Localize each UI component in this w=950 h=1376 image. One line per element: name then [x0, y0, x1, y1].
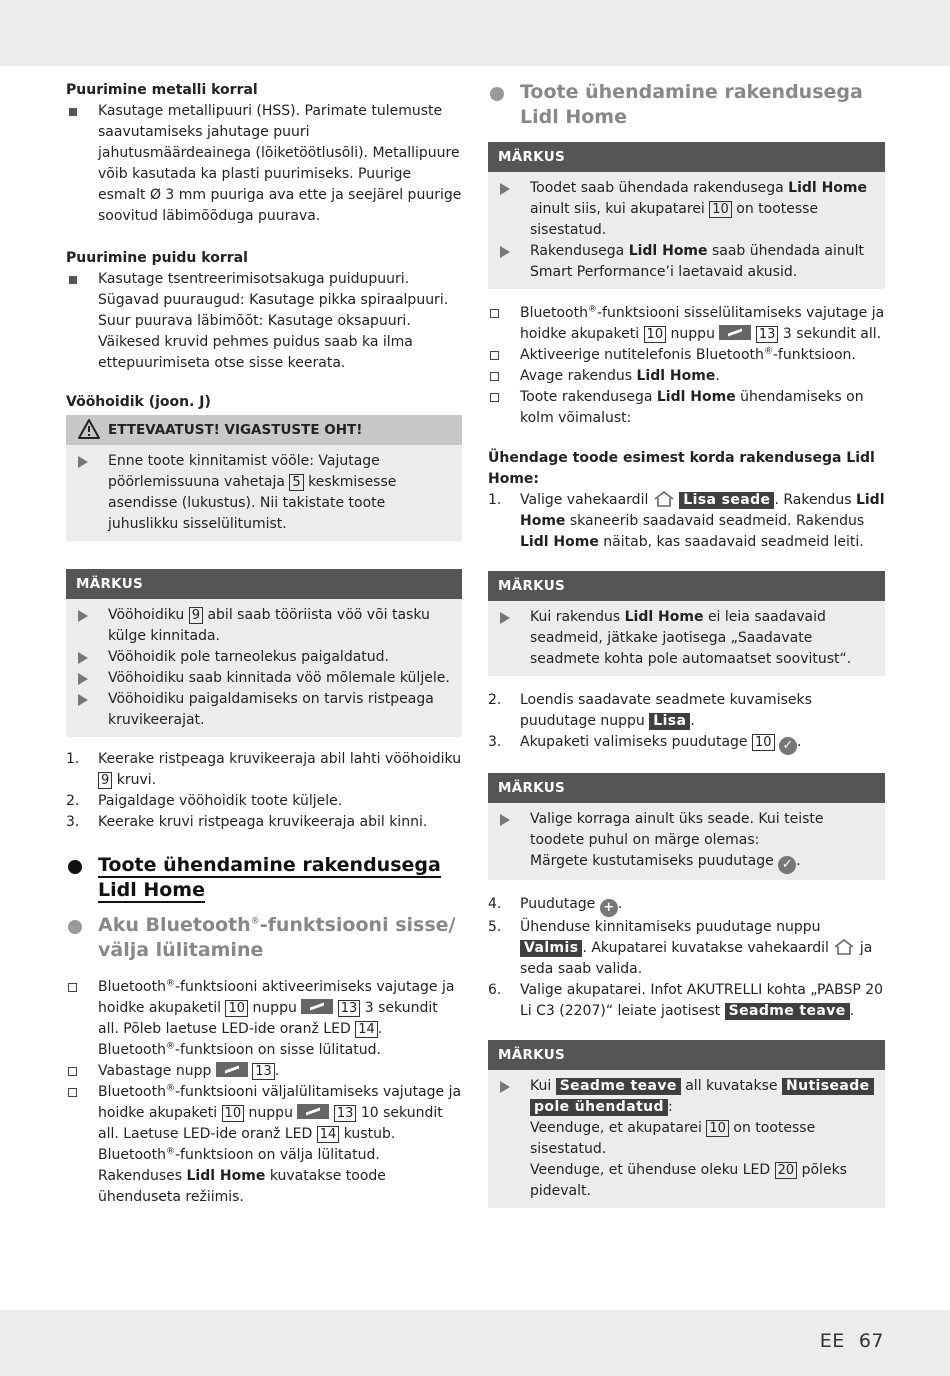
- text: Kui: [530, 1078, 552, 1094]
- ui-label-tag: Valmis: [520, 940, 582, 957]
- text: .: [690, 713, 695, 729]
- note-item: [488, 1076, 875, 1202]
- metal-text: Kasutage metallipuuri (HSS). Parimate tulemuste saavutamiseks jahutage puuri jahutusmäärdeainega (lõiketöötlusõli). Metallipuure võib kasutada ka plasti puurimiseks. Puurige esmalt Ø 3 mm puuriga ava ette ja seejärel puurige soovitud läbimõõduga puurava.: [66, 101, 462, 227]
- part-ref: 13: [756, 326, 779, 343]
- page-footer: [806, 1331, 884, 1352]
- text: .: [715, 368, 720, 384]
- text: põleks pidevalt.: [530, 1162, 847, 1199]
- sup: ®: [165, 1146, 175, 1157]
- text: . Bluetooth: [98, 1021, 383, 1058]
- note-item: [66, 605, 452, 647]
- text: Bluetooth: [98, 979, 166, 995]
- sup: ®: [587, 304, 597, 315]
- bullet-dot: [490, 87, 504, 101]
- text: all kuvatakse: [685, 1078, 778, 1094]
- bluetooth-button-icon: [301, 999, 333, 1014]
- text: .: [274, 1063, 280, 1079]
- section-title: Toote ühendamine rakendusega Lidl Home: [520, 81, 863, 128]
- step: [66, 812, 462, 833]
- text: Aku Bluetooth: [98, 914, 251, 936]
- note-item: [488, 178, 875, 241]
- bluetooth-button-icon: [719, 325, 751, 340]
- left-column: [66, 80, 462, 1208]
- ui-label-tag: Seadme teave: [725, 1003, 850, 1020]
- text: kustub. Bluetooth: [98, 1126, 396, 1163]
- instruction-item: [488, 345, 885, 366]
- note-item: Vööhoidik pole tarneolekus paigaldatud.: [66, 647, 452, 668]
- part-ref: 20: [775, 1162, 798, 1179]
- text: -funktsioon on sisse lülitatud.: [174, 1042, 381, 1058]
- text: -funktsiooni aktiveerimiseks vajutage ja hoidke akupaketil: [98, 979, 455, 1016]
- text: Paigaldage vööhoidik toote küljele.: [98, 793, 343, 809]
- part-ref: 10: [709, 201, 732, 218]
- text: Avage rakendus: [520, 368, 633, 384]
- ui-label-tag: Lisa: [649, 713, 690, 730]
- text: Kui rakendus: [530, 609, 621, 625]
- text: ja seda saab valida.: [520, 940, 873, 977]
- text: kuvatakse toode ühenduseta režiimis.: [98, 1168, 386, 1205]
- text: Vabastage nupp: [98, 1063, 212, 1079]
- text: ainult siis, kui akupatarei: [530, 201, 705, 217]
- text: Veenduge, et akupatarei: [530, 1120, 702, 1136]
- metal-heading: Puurimine metalli korral: [66, 82, 258, 98]
- ui-label-tag: pole ühendatud: [530, 1099, 668, 1116]
- step: [488, 690, 885, 732]
- wood-line: Väikesed kruvid pehmes puidus saab ka ilma ettepuurimiseta otse sisse keerata.: [98, 334, 413, 371]
- text: :: [667, 1099, 673, 1115]
- note-item: Vööhoidiku saab kinnitada vöö mõlemale küljele.: [66, 668, 452, 689]
- part-ref: 14: [355, 1021, 378, 1038]
- part-ref: 13: [334, 1105, 357, 1122]
- part-ref: 10: [706, 1120, 729, 1137]
- text: nuppu: [248, 1105, 293, 1121]
- home-tab-icon: [833, 938, 855, 956]
- part-ref: 10: [644, 326, 667, 343]
- text: Valige vahekaardil: [520, 492, 649, 508]
- warning-text: [66, 451, 452, 535]
- app-name: Lidl Home: [520, 534, 599, 550]
- language-code: EE: [819, 1330, 845, 1352]
- text: Märgete kustutamiseks puudutage: [530, 853, 774, 869]
- app-name: Lidl Home: [636, 368, 716, 384]
- text: Valige korraga ainult üks seade. Kui teiste toodete puhul on märge olemas:: [530, 811, 824, 848]
- text: Bluetooth: [520, 305, 588, 321]
- text: abil saab tööriista vöö või tasku külge kinnitada.: [108, 607, 430, 644]
- text: -funktsioon.: [772, 347, 856, 363]
- text: Akupatarei kuvatakse vahekaardil: [591, 940, 829, 956]
- text: Toote rakendusega: [520, 389, 653, 405]
- note-item: Vööhoidiku paigaldamiseks on tarvis ristpeaga kruvikeerajat.: [66, 689, 452, 731]
- note-header: MÄRKUS: [488, 1040, 885, 1070]
- step-number: 1.: [488, 492, 502, 508]
- text: kruvi.: [116, 772, 157, 788]
- part-ref: 9: [98, 772, 112, 789]
- text: skaneerib saadavaid seadmeid. Rakendus: [569, 513, 865, 529]
- step: [488, 490, 885, 553]
- step-number: 5.: [488, 919, 502, 935]
- note-header: MÄRKUS: [488, 142, 885, 172]
- wood-heading: Puurimine puidu korral: [66, 250, 248, 266]
- sup: ®: [165, 1041, 175, 1052]
- text: .: [797, 734, 802, 750]
- text: Akupaketi valimiseks puudutage: [520, 734, 748, 750]
- note-box: [488, 773, 885, 880]
- wood-line: Suur puurava läbimõõt: Kasutage oksapuuri.: [98, 313, 411, 329]
- text: Rakendusega: [530, 243, 625, 259]
- text: ühendamiseks on kolm võimalust:: [520, 389, 864, 426]
- text: Veenduge, et ühenduse oleku LED: [530, 1162, 771, 1178]
- text: Valige akupatarei. Infot AKUTRELLI kohta „PABSP 20 Li C3 (2207)“ leiate jaotisest: [520, 982, 884, 1019]
- wood-line: Kasutage tsentreerimisotsakuga puidupuuri.: [98, 271, 410, 287]
- app-name: Lidl Home: [186, 1168, 266, 1184]
- sup: ®: [165, 1083, 175, 1094]
- part-ref: 10: [752, 734, 775, 751]
- note-header: MÄRKUS: [488, 571, 885, 601]
- text: .: [849, 1003, 855, 1019]
- step-number: 3.: [66, 814, 80, 830]
- note-box: [488, 142, 885, 289]
- page-number: 67: [858, 1330, 884, 1352]
- text: on tootesse sisestatud.: [530, 201, 819, 238]
- wood-line: Sügavad puuraugud: Kasutage pikka spiraalpuuri.: [98, 292, 449, 308]
- text: on tootesse sisestatud.: [530, 1120, 816, 1157]
- part-ref: 5: [289, 474, 303, 491]
- text: saab ühendada ainult Smart Performance’i laetavaid akusid.: [530, 243, 864, 280]
- sup: ®: [763, 346, 773, 357]
- step-number: 6.: [488, 982, 502, 998]
- part-ref: 10: [225, 1000, 248, 1017]
- part-ref: 10: [222, 1105, 245, 1122]
- text: Toodet saab ühendada rakendusega: [530, 180, 784, 196]
- note-item: [488, 241, 875, 283]
- text: keskmisesse asendisse (lukustus). Nii takistate toote juhuslikku sisselülitumist.: [108, 474, 397, 532]
- section-heading: [66, 913, 462, 963]
- text: -funktsiooni sisselülitamiseks vajutage ja hoidke akupaketi: [520, 305, 885, 342]
- app-name: Lidl Home: [788, 180, 868, 196]
- instruction-item: [488, 387, 885, 429]
- text: Aktiveerige nutitelefonis Bluetooth: [520, 347, 764, 363]
- text: Bluetooth: [98, 1084, 166, 1100]
- text: Puudutage: [520, 896, 596, 912]
- ui-label-tag: Seadme teave: [556, 1078, 681, 1095]
- right-column: [488, 80, 885, 1208]
- bt-item: [66, 1061, 462, 1082]
- bluetooth-button-icon: [216, 1062, 248, 1077]
- section-heading: [66, 853, 462, 903]
- home-tab-icon: [653, 490, 675, 508]
- header-band: [0, 0, 950, 66]
- warning-header: [66, 415, 462, 445]
- text: .: [617, 896, 623, 912]
- text: -funktsiooni sisse/ välja lülitamine: [98, 914, 456, 961]
- warning-title: ETTEVAATUST! VIGASTUSTE OHT!: [108, 422, 363, 438]
- text: 10 sekundit all. Laetuse LED-ide oranž LED: [98, 1105, 443, 1142]
- step: [488, 917, 885, 980]
- note-header: MÄRKUS: [66, 569, 462, 599]
- bt-item: [66, 977, 462, 1061]
- note-box: [66, 569, 462, 737]
- bullet-dot: [68, 860, 82, 874]
- text: Keerake kruvi ristpeaga kruvikeeraja abil kinni.: [98, 814, 428, 830]
- step-number: 1.: [66, 751, 80, 767]
- step: [488, 980, 885, 1022]
- text: Ühenduse kinnitamiseks puudutage nuppu: [520, 919, 821, 935]
- instruction-item: [488, 303, 885, 345]
- sup: ®: [250, 916, 260, 927]
- text: . Rakendus: [774, 492, 852, 508]
- text: nuppu: [670, 326, 715, 342]
- note-box: [488, 571, 885, 676]
- step: [66, 749, 462, 791]
- belt-heading: Vööhoidik (joon. J): [66, 394, 211, 410]
- wood-list: [66, 269, 462, 374]
- text: .: [582, 940, 587, 956]
- section-heading: [488, 80, 885, 130]
- app-name: Lidl Home: [656, 389, 736, 405]
- text: näitab, kas saadavaid seadmeid leiti.: [603, 534, 864, 550]
- warning-box: [66, 415, 462, 541]
- part-ref: 9: [189, 607, 203, 624]
- step: [488, 894, 885, 917]
- sup: ®: [165, 978, 175, 989]
- text: nuppu: [252, 1000, 297, 1016]
- text: ei leia saadavaid seadmeid, jätkake jaotisega „Saadavate seadmete kohta pole automaatset soovitust“.: [530, 609, 852, 667]
- step-number: 2.: [66, 793, 80, 809]
- section-title: Toote ühendamine rakendusega Lidl Home: [98, 854, 441, 901]
- text: Keerake ristpeaga kruvikeeraja abil lahti vööhoidiku: [98, 751, 462, 767]
- bluetooth-button-icon: [297, 1104, 329, 1119]
- text: -funktsioon on välja lülitatud. Rakenduses: [98, 1147, 380, 1184]
- app-name: Lidl Home: [628, 243, 708, 259]
- step: [66, 791, 462, 812]
- text: Loendis saadavate seadmete kuvamiseks puudutage nuppu: [520, 692, 812, 729]
- warning-triangle-icon: [78, 419, 100, 439]
- step-number: 4.: [488, 896, 502, 912]
- note-box: [488, 1040, 885, 1208]
- check-circle-icon: ✓: [779, 737, 797, 755]
- first-connect-heading: Ühendage toode esimest korda rakendusega Lidl Home:: [488, 450, 875, 487]
- ui-label-tag: Lisa seade: [679, 492, 774, 509]
- step-number: 2.: [488, 692, 502, 708]
- part-ref: 14: [317, 1126, 340, 1143]
- note-item: Valige korraga ainult üks seade. Kui teiste toodete puhul on märge olemas: Märgete kustutamiseks puudutage ✓ .: [488, 809, 875, 874]
- step-number: 3.: [488, 734, 502, 750]
- step: [488, 732, 885, 755]
- note-header: MÄRKUS: [488, 773, 885, 803]
- text: 3 sekundit all.: [782, 326, 882, 342]
- instruction-item: [488, 366, 885, 387]
- ui-label-tag: Nutiseade: [782, 1078, 874, 1095]
- note-item: [488, 607, 875, 670]
- bt-item: [66, 1082, 462, 1208]
- text: Vööhoidiku: [108, 607, 185, 623]
- app-name: Lidl Home: [624, 609, 704, 625]
- part-ref: 13: [252, 1063, 275, 1080]
- bullet-dot: [68, 920, 82, 934]
- text: Enne toote kinnitamist vööle: Vajutage pöörlemissuuna vahetaja: [108, 453, 380, 490]
- part-ref: 13: [338, 1000, 361, 1017]
- text: -funktsiooni väljalülitamiseks vajutage ja hoidke akupaketi: [98, 1084, 462, 1121]
- text: 3 sekundit all. Põleb laetuse LED-ide oranž LED: [98, 1000, 438, 1037]
- check-circle-icon: ✓: [778, 856, 796, 874]
- app-name: Lidl Home: [520, 492, 885, 529]
- plus-circle-icon: +: [600, 899, 618, 917]
